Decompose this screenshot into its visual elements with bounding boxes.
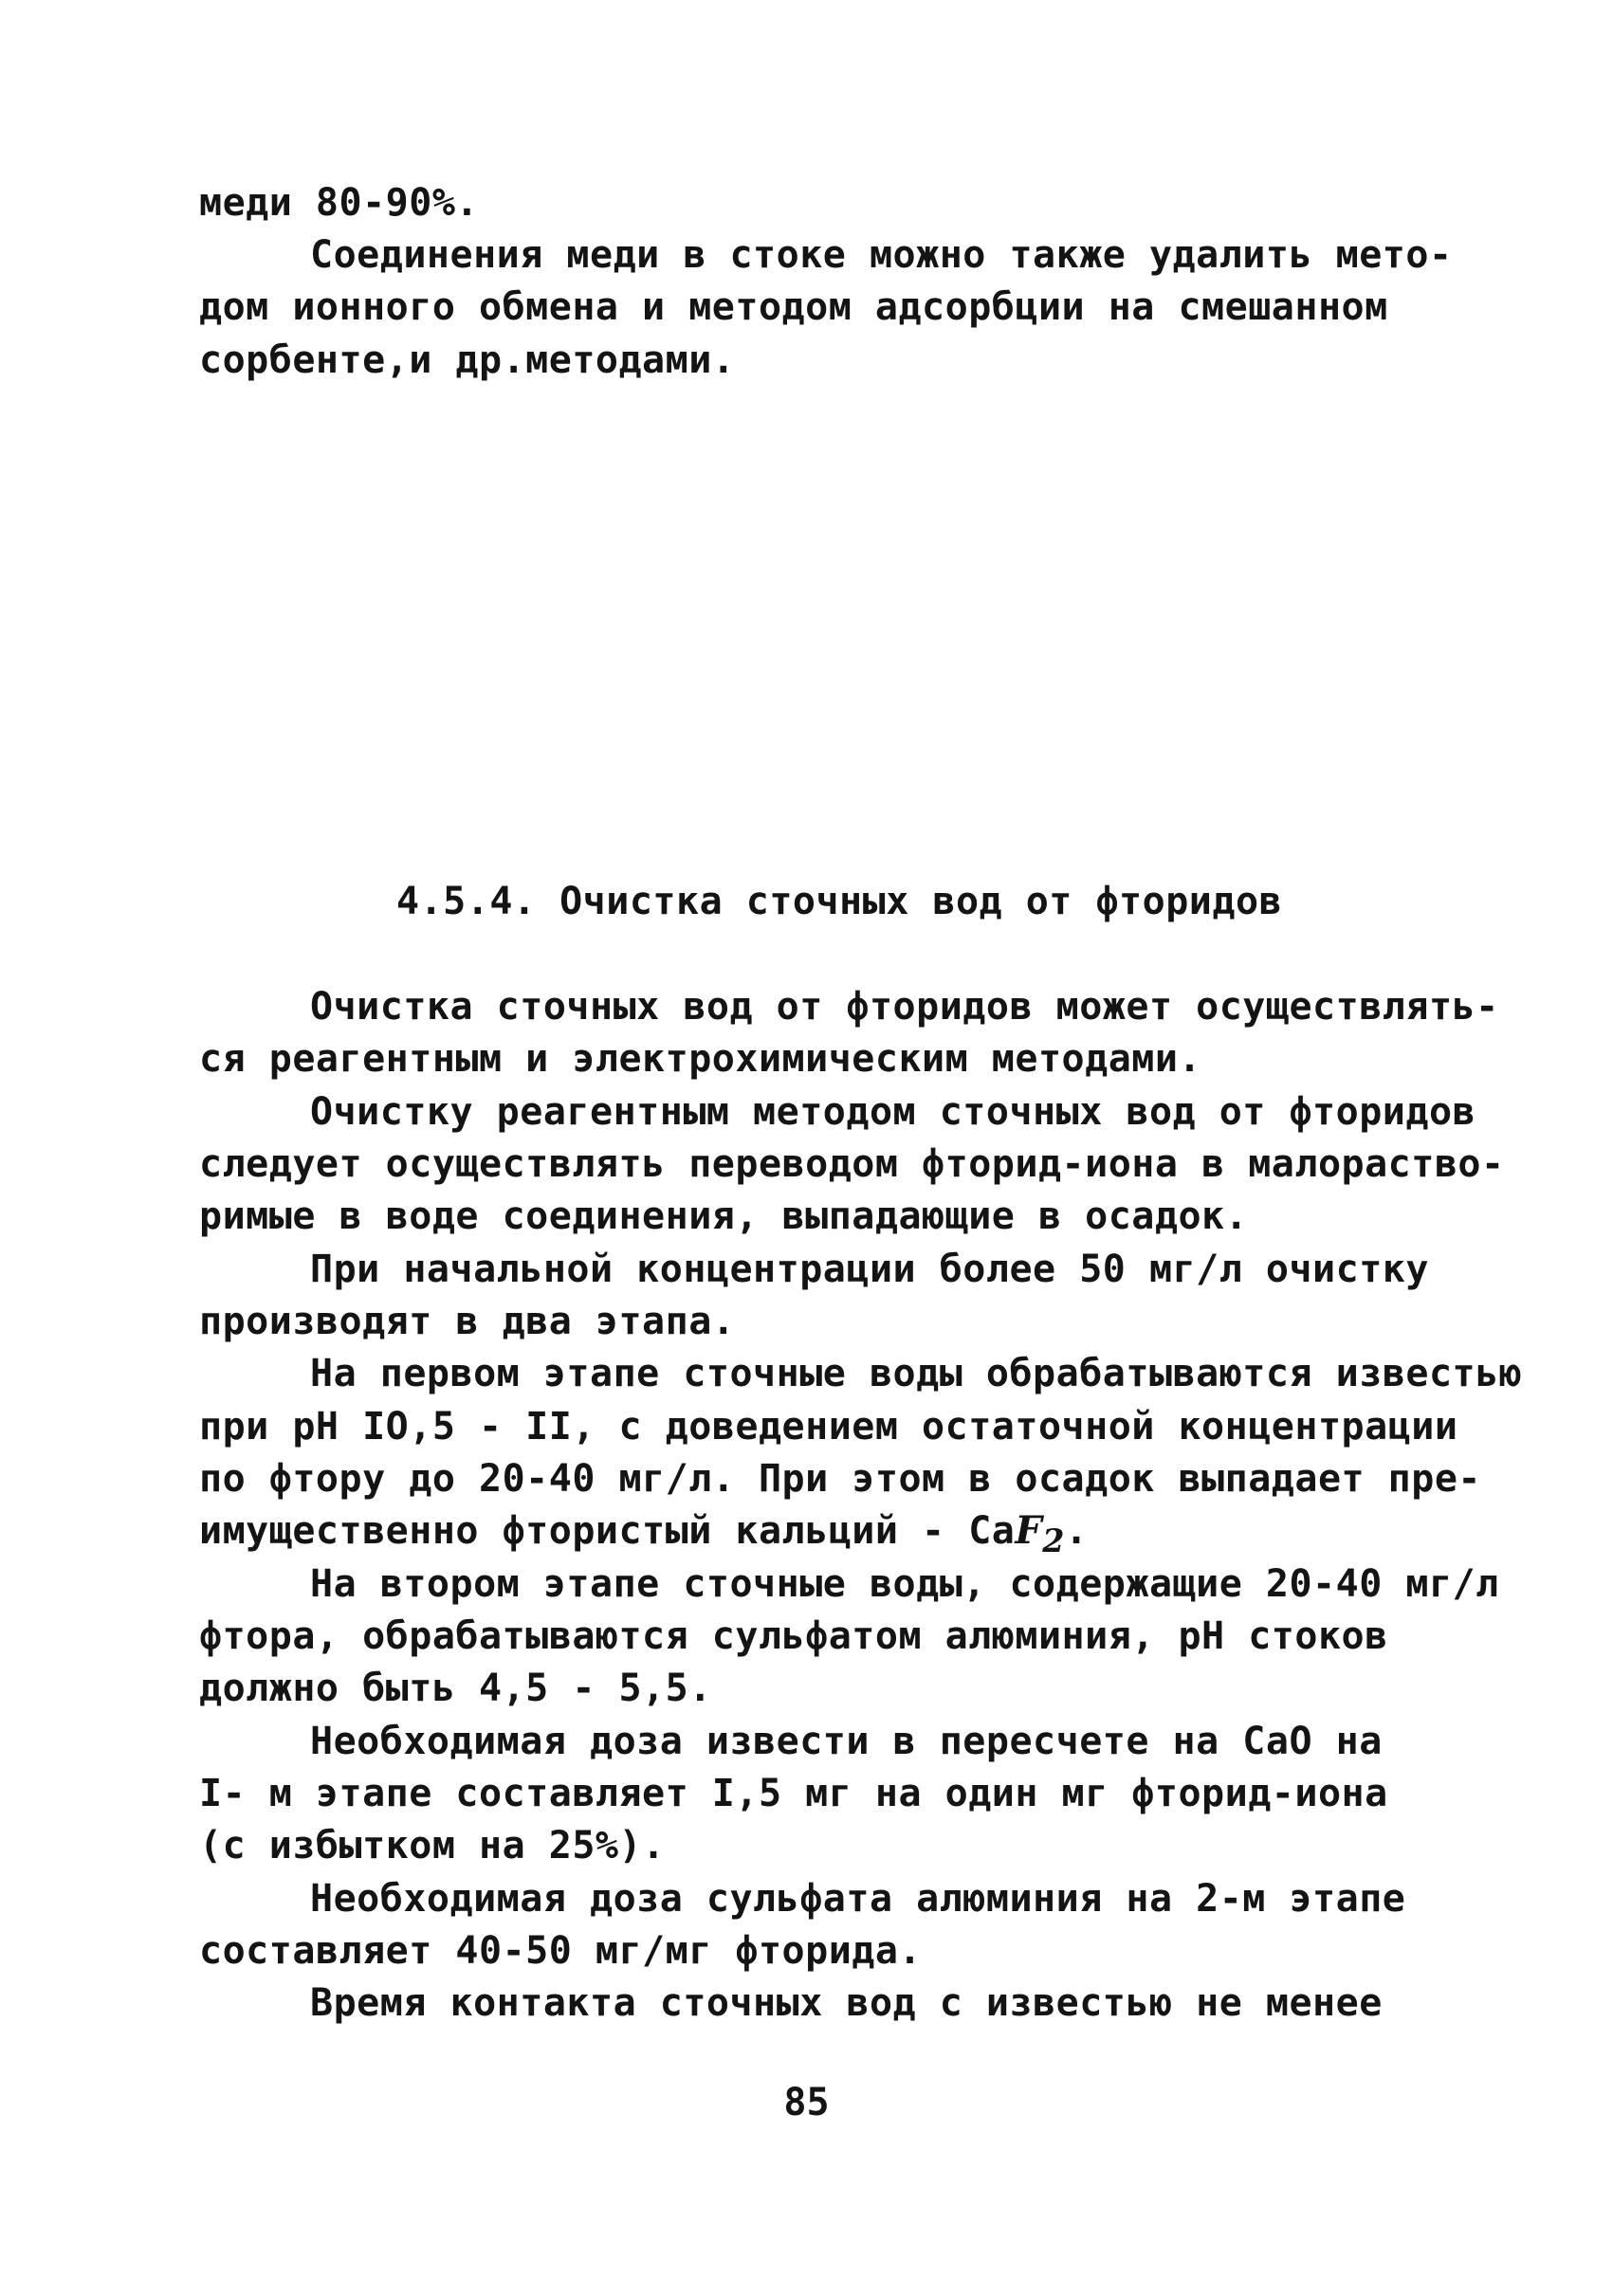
text-line: производят в два этапа. — [199, 1300, 736, 1343]
page-number: 85 — [783, 2081, 830, 2124]
text-line: ся реагентным и электрохимическим методами. — [199, 1037, 1202, 1081]
text-line: I- м этапе составляет I,5 мг на один мг фторид-иона — [199, 1772, 1388, 1815]
text-line: дом ионного обмена и методом адсорбции на смешанном — [199, 285, 1388, 329]
text-line: Необходимая доза сульфата алюминия на 2-м этапе — [310, 1877, 1406, 1921]
text-segment: имущественно фтористый кальций - Са — [199, 1509, 1016, 1553]
text-line: следует осуществлять переводом фторид-иона в малораство- — [199, 1142, 1505, 1186]
text-line: Очистка сточных вод от фторидов может осуществлять- — [310, 985, 1499, 1029]
chemical-formula — [1015, 1508, 1065, 1559]
text-line: сорбенте,и др.методами. — [199, 338, 736, 382]
text-line: На первом этапе сточные воды обрабатываются известью — [310, 1352, 1523, 1395]
formula-subscript: 2 — [1042, 1522, 1065, 1559]
text-line: при рН IO,5 - II, с доведением остаточной концентрации — [199, 1405, 1458, 1449]
text-line: составляет 40-50 мг/мг фторида. — [199, 1929, 923, 1973]
text-line: по фтору до 20-40 мг/л. При этом в осадок выпадает пре- — [199, 1457, 1482, 1501]
formula-period: . — [1064, 1509, 1089, 1553]
section-heading: 4.5.4. Очистка сточных вод от фторидов — [396, 880, 1283, 923]
text-line: На втором этапе сточные воды, содержащие 20-40 мг/л — [310, 1562, 1499, 1606]
formula-letter: F — [1015, 1508, 1043, 1553]
text-line: римые в воде соединения, выпадающие в осадок. — [199, 1194, 1249, 1238]
text-line: Время контакта сточных вод с известью не менее — [310, 1981, 1383, 2025]
text-line: Соединения меди в стоке можно также удалить мето- — [310, 233, 1453, 277]
text-line: (с избытком на 25%). — [199, 1824, 666, 1868]
text-line: должно быть 4,5 - 5,5. — [199, 1667, 712, 1710]
text-line: При начальной концентрации более 50 мг/л очистку — [310, 1248, 1429, 1291]
text-line: фтора, обрабатываются сульфатом алюминия, рН стоков — [199, 1614, 1388, 1658]
text-line: Очистку реагентным методом сточных вод от фторидов — [310, 1090, 1476, 1134]
text-line: Необходимая доза извести в пересчете на СаО на — [310, 1720, 1383, 1763]
text-line-with-formula — [199, 1506, 1089, 1566]
text-line: меди 80-90%. — [199, 181, 479, 225]
